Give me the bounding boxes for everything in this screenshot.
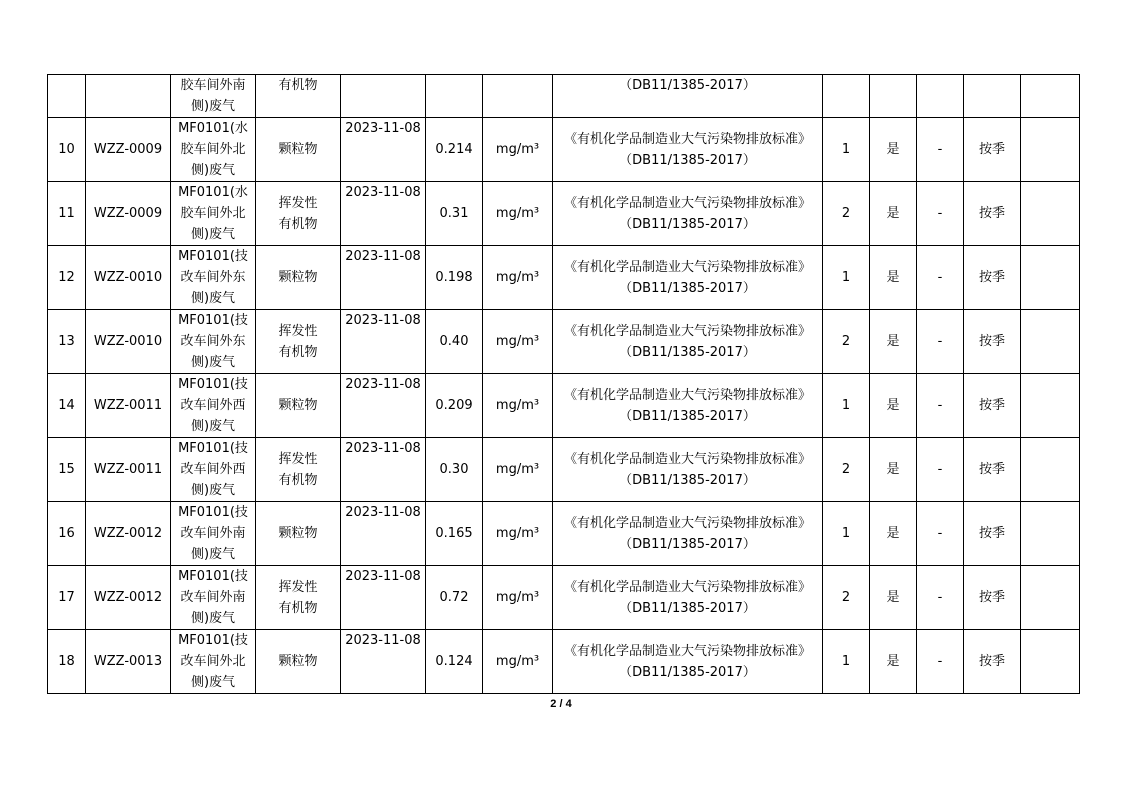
cell-code: WZZ-0011	[86, 374, 171, 438]
cell-standard	[553, 438, 823, 502]
cell-outlet	[171, 502, 256, 566]
cell-outlet	[171, 566, 256, 630]
cell-remark	[1021, 374, 1080, 438]
cell-standard	[553, 75, 823, 118]
cell-remark	[1021, 566, 1080, 630]
table-row	[48, 630, 1080, 694]
standard-code-text: （DB11/1385-2017）	[619, 344, 756, 360]
cell-count: 1	[823, 118, 870, 182]
cell-count: 1	[823, 374, 870, 438]
standard-code-text: （DB11/1385-2017）	[619, 78, 756, 93]
cell-value: 0.124	[426, 630, 483, 694]
cell-pollutant	[256, 502, 341, 566]
cell-unit: mg/m³	[483, 630, 553, 694]
cell-compliant: 是	[870, 246, 917, 310]
cell-multiple: -	[917, 438, 964, 502]
cell-value: 0.198	[426, 246, 483, 310]
cell-date: 2023-11-08	[341, 438, 426, 502]
cell-outlet	[171, 310, 256, 374]
cell-frequency: 按季	[964, 310, 1021, 374]
cell-no: 18	[48, 630, 86, 694]
cell-multiple	[917, 75, 964, 118]
cell-code: WZZ-0009	[86, 182, 171, 246]
cell-frequency	[964, 75, 1021, 118]
cell-date: 2023-11-08	[341, 182, 426, 246]
cell-date: 2023-11-08	[341, 246, 426, 310]
pollutant-text: 挥发性有机物	[278, 323, 318, 360]
cell-standard	[553, 566, 823, 630]
outlet-text: MF0101(技改车间外东侧)废气	[178, 249, 248, 306]
cell-multiple: -	[917, 502, 964, 566]
cell-code: WZZ-0010	[86, 310, 171, 374]
standard-code-text: （DB11/1385-2017）	[619, 152, 756, 168]
cell-outlet	[171, 374, 256, 438]
standard-code-text: （DB11/1385-2017）	[619, 408, 756, 424]
cell-count: 2	[823, 438, 870, 502]
cell-code: WZZ-0012	[86, 502, 171, 566]
cell-pollutant	[256, 438, 341, 502]
cell-standard	[553, 374, 823, 438]
cell-remark	[1021, 75, 1080, 118]
cell-compliant: 是	[870, 630, 917, 694]
cell-remark	[1021, 630, 1080, 694]
cell-code: WZZ-0010	[86, 246, 171, 310]
cell-code	[86, 75, 171, 118]
cell-count: 1	[823, 630, 870, 694]
cell-standard	[553, 310, 823, 374]
standard-code-text: （DB11/1385-2017）	[619, 600, 756, 616]
continuation-row	[48, 75, 1080, 118]
cell-unit	[483, 75, 553, 118]
cell-count: 2	[823, 182, 870, 246]
cell-frequency: 按季	[964, 118, 1021, 182]
outlet-text: MF0101(技改车间外西侧)废气	[178, 441, 248, 498]
cell-compliant: 是	[870, 118, 917, 182]
cell-outlet	[171, 246, 256, 310]
pollutant-text: 颗粒物	[278, 270, 318, 285]
cell-date: 2023-11-08	[341, 630, 426, 694]
cell-count: 1	[823, 246, 870, 310]
cell-value: 0.165	[426, 502, 483, 566]
cell-pollutant	[256, 630, 341, 694]
cell-standard	[553, 182, 823, 246]
pollutant-text: 颗粒物	[278, 398, 318, 413]
standard-name-text: 《有机化学品制造业大气污染物排放标准》	[563, 451, 811, 467]
cell-no: 15	[48, 438, 86, 502]
cell-standard	[553, 118, 823, 182]
cell-value: 0.214	[426, 118, 483, 182]
cell-value: 0.209	[426, 374, 483, 438]
cell-frequency: 按季	[964, 630, 1021, 694]
cell-value: 0.31	[426, 182, 483, 246]
table-row	[48, 502, 1080, 566]
cell-multiple: -	[917, 246, 964, 310]
cell-count: 1	[823, 502, 870, 566]
cell-frequency: 按季	[964, 374, 1021, 438]
cell-multiple: -	[917, 118, 964, 182]
cell-unit: mg/m³	[483, 566, 553, 630]
cell-outlet	[171, 630, 256, 694]
pollutant-text: 挥发性有机物	[278, 451, 318, 488]
cell-standard	[553, 502, 823, 566]
outlet-text: MF0101(技改车间外西侧)废气	[178, 377, 248, 434]
cell-frequency: 按季	[964, 182, 1021, 246]
cell-frequency: 按季	[964, 438, 1021, 502]
cell-value	[426, 75, 483, 118]
cell-remark	[1021, 310, 1080, 374]
cell-unit: mg/m³	[483, 182, 553, 246]
table-row	[48, 374, 1080, 438]
table-row	[48, 182, 1080, 246]
cell-no: 16	[48, 502, 86, 566]
cell-outlet	[171, 438, 256, 502]
standard-name-text: 《有机化学品制造业大气污染物排放标准》	[563, 259, 811, 275]
cell-frequency: 按季	[964, 502, 1021, 566]
monitoring-results-table	[47, 74, 1080, 694]
cell-pollutant	[256, 246, 341, 310]
standard-name-text: 《有机化学品制造业大气污染物排放标准》	[563, 131, 811, 147]
cell-no: 10	[48, 118, 86, 182]
outlet-text: MF0101(技改车间外南侧)废气	[178, 569, 248, 626]
outlet-text: MF0101(技改车间外东侧)废气	[178, 313, 248, 370]
cell-no: 17	[48, 566, 86, 630]
pollutant-text: 颗粒物	[278, 142, 318, 157]
outlet-text: MF0101(水胶车间外北侧)废气	[178, 121, 248, 178]
pollutant-text: 挥发性有机物	[278, 579, 318, 616]
page-number: 2 / 4	[550, 698, 572, 710]
cell-code: WZZ-0013	[86, 630, 171, 694]
outlet-text: MF0101(技改车间外南侧)废气	[178, 505, 248, 562]
outlet-text: MF0101(水胶车间外北侧)废气	[178, 185, 248, 242]
cell-multiple: -	[917, 310, 964, 374]
cell-unit: mg/m³	[483, 310, 553, 374]
cell-compliant: 是	[870, 310, 917, 374]
standard-code-text: （DB11/1385-2017）	[619, 280, 756, 296]
cell-value: 0.72	[426, 566, 483, 630]
cell-date: 2023-11-08	[341, 502, 426, 566]
cell-code: WZZ-0012	[86, 566, 171, 630]
cell-compliant	[870, 75, 917, 118]
cell-remark	[1021, 118, 1080, 182]
cell-pollutant	[256, 118, 341, 182]
cell-compliant: 是	[870, 566, 917, 630]
standard-code-text: （DB11/1385-2017）	[619, 216, 756, 232]
cell-unit: mg/m³	[483, 246, 553, 310]
cell-multiple: -	[917, 374, 964, 438]
table-row	[48, 310, 1080, 374]
cell-outlet	[171, 75, 256, 118]
cell-count: 2	[823, 310, 870, 374]
pollutant-text: 颗粒物	[278, 526, 318, 541]
cell-remark	[1021, 182, 1080, 246]
cell-multiple: -	[917, 630, 964, 694]
table-row	[48, 438, 1080, 502]
pollutant-text: 颗粒物	[278, 654, 318, 669]
cell-pollutant	[256, 182, 341, 246]
cell-standard	[553, 630, 823, 694]
outlet-text: 胶车间外南侧)废气	[180, 78, 246, 114]
cell-unit: mg/m³	[483, 502, 553, 566]
cell-multiple: -	[917, 566, 964, 630]
cell-pollutant	[256, 310, 341, 374]
cell-pollutant	[256, 374, 341, 438]
standard-name-text: 《有机化学品制造业大气污染物排放标准》	[563, 515, 811, 531]
cell-no: 14	[48, 374, 86, 438]
cell-unit: mg/m³	[483, 118, 553, 182]
standard-name-text: 《有机化学品制造业大气污染物排放标准》	[563, 643, 811, 659]
outlet-text: MF0101(技改车间外北侧)废气	[178, 633, 248, 690]
cell-no	[48, 75, 86, 118]
standard-code-text: （DB11/1385-2017）	[619, 472, 756, 488]
standard-name-text: 《有机化学品制造业大气污染物排放标准》	[563, 579, 811, 595]
standard-name-text: 《有机化学品制造业大气污染物排放标准》	[563, 387, 811, 403]
cell-outlet	[171, 118, 256, 182]
cell-unit: mg/m³	[483, 438, 553, 502]
cell-code: WZZ-0009	[86, 118, 171, 182]
cell-frequency: 按季	[964, 246, 1021, 310]
table-row	[48, 566, 1080, 630]
cell-no: 12	[48, 246, 86, 310]
cell-remark	[1021, 246, 1080, 310]
cell-date: 2023-11-08	[341, 374, 426, 438]
cell-compliant: 是	[870, 374, 917, 438]
pollutant-text: 有机物	[278, 78, 318, 93]
cell-count: 2	[823, 566, 870, 630]
cell-pollutant	[256, 75, 341, 118]
cell-value: 0.40	[426, 310, 483, 374]
cell-count	[823, 75, 870, 118]
standard-code-text: （DB11/1385-2017）	[619, 664, 756, 680]
cell-standard	[553, 246, 823, 310]
cell-date: 2023-11-08	[341, 310, 426, 374]
cell-no: 11	[48, 182, 86, 246]
standard-name-text: 《有机化学品制造业大气污染物排放标准》	[563, 323, 811, 339]
cell-frequency: 按季	[964, 566, 1021, 630]
cell-pollutant	[256, 566, 341, 630]
cell-compliant: 是	[870, 502, 917, 566]
standard-code-text: （DB11/1385-2017）	[619, 536, 756, 552]
standard-name-text: 《有机化学品制造业大气污染物排放标准》	[563, 195, 811, 211]
cell-value: 0.30	[426, 438, 483, 502]
cell-date: 2023-11-08	[341, 566, 426, 630]
cell-remark	[1021, 438, 1080, 502]
cell-compliant: 是	[870, 182, 917, 246]
cell-no: 13	[48, 310, 86, 374]
cell-remark	[1021, 502, 1080, 566]
cell-outlet	[171, 182, 256, 246]
table-row	[48, 246, 1080, 310]
cell-multiple: -	[917, 182, 964, 246]
pollutant-text: 挥发性有机物	[278, 195, 318, 232]
cell-date	[341, 75, 426, 118]
cell-date: 2023-11-08	[341, 118, 426, 182]
cell-compliant: 是	[870, 438, 917, 502]
cell-code: WZZ-0011	[86, 438, 171, 502]
table-row	[48, 118, 1080, 182]
cell-unit: mg/m³	[483, 374, 553, 438]
